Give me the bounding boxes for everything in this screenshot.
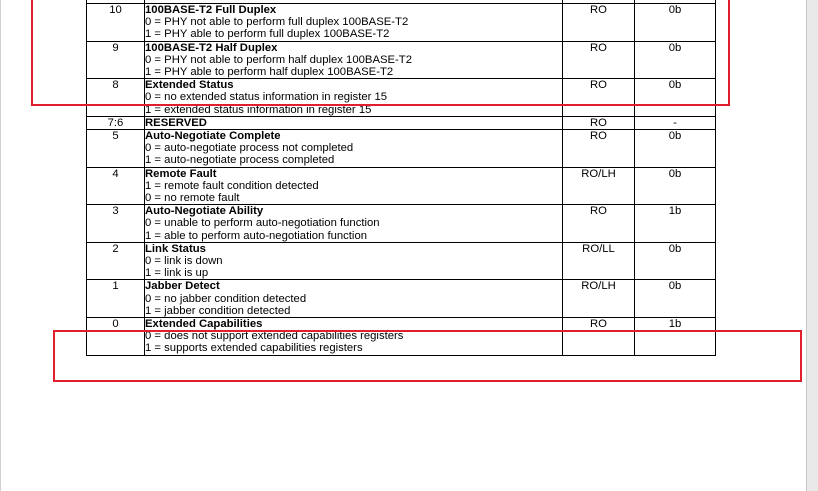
field-name: Jabber Detect xyxy=(145,280,220,293)
description-line: 0 = auto-negotiate process not completed xyxy=(145,142,354,155)
description-line: 1 = auto-negotiate process completed xyxy=(145,154,335,167)
default-cell: - xyxy=(635,116,716,129)
default-cell: 0b xyxy=(635,41,716,79)
description-cell xyxy=(145,116,563,129)
bit-cell: 1 xyxy=(87,280,145,318)
description-line: 1 = supports extended capabilities registers xyxy=(145,342,363,355)
description-line: 1 = link is up xyxy=(145,267,209,280)
description-cell xyxy=(145,167,563,205)
description-cell xyxy=(145,205,563,243)
table-row-bit-9 xyxy=(87,41,716,79)
description-line: 0 = does not support extended capabilities registers xyxy=(145,330,404,343)
description-line: 1 = extended status information in register 15 xyxy=(145,103,372,116)
access-cell: RO/LH xyxy=(563,280,635,318)
access-cell: RO/LH xyxy=(563,167,635,205)
field-name: Remote Fault xyxy=(145,167,217,180)
access-cell: RO xyxy=(563,79,635,117)
table-row-bit-1 xyxy=(87,280,716,318)
description-cell xyxy=(145,41,563,79)
default-cell: 0b xyxy=(635,4,716,42)
field-name: 100BASE-T2 Half Duplex xyxy=(145,41,278,54)
table-row-bit-0 xyxy=(87,318,716,356)
default-cell: 0b xyxy=(635,167,716,205)
access-cell: RO xyxy=(563,205,635,243)
description-cell xyxy=(145,130,563,168)
default-cell: 0b xyxy=(635,130,716,168)
field-name: 100BASE-T2 Full Duplex xyxy=(145,4,277,16)
field-name: Auto-Negotiate Ability xyxy=(145,205,264,218)
description-line: 0 = no remote fault xyxy=(145,192,240,205)
field-name: Auto-Negotiate Complete xyxy=(145,130,281,143)
table-row-bit-7-6 xyxy=(87,116,716,129)
default-cell: 0b xyxy=(635,242,716,280)
description-line: 0 = unable to perform auto-negotiation function xyxy=(145,217,380,230)
viewer-scroll-edge[interactable] xyxy=(806,0,818,491)
field-name: Extended Status xyxy=(145,79,234,92)
access-cell: RO xyxy=(563,41,635,79)
access-cell: RO xyxy=(563,130,635,168)
description-cell xyxy=(145,318,563,356)
bit-cell: 10 xyxy=(87,4,145,42)
default-cell: 0b xyxy=(635,79,716,117)
description-line: 1 = PHY able to perform full duplex 100BASE-T2 xyxy=(145,28,390,41)
table-row-bit-10 xyxy=(87,4,716,42)
access-cell: RO xyxy=(563,116,635,129)
table-row-bit-8 xyxy=(87,79,716,117)
table-row-bit-2 xyxy=(87,242,716,280)
bit-cell: 8 xyxy=(87,79,145,117)
default-cell: 0b xyxy=(635,280,716,318)
description-line: 1 = jabber condition detected xyxy=(145,304,291,317)
description-line: 0 = no extended status information in register 15 xyxy=(145,91,388,104)
default-cell: 1b xyxy=(635,205,716,243)
bit-cell: 5 xyxy=(87,130,145,168)
description-line: 1 = PHY able to perform half duplex 100BASE-T2 xyxy=(145,66,394,79)
field-name: Link Status xyxy=(145,242,206,255)
description-cell xyxy=(145,242,563,280)
default-cell: 1b xyxy=(635,318,716,356)
bit-cell: 7:6 xyxy=(87,116,145,129)
description-line: 0 = PHY not able to perform half duplex 100BASE-T2 xyxy=(145,53,412,66)
description-cell xyxy=(145,4,563,42)
bit-cell: 9 xyxy=(87,41,145,79)
bit-cell: 0 xyxy=(87,318,145,356)
description-cell xyxy=(145,79,563,117)
page-left-edge xyxy=(0,0,1,491)
bit-cell: 2 xyxy=(87,242,145,280)
access-cell: RO xyxy=(563,4,635,42)
description-line: 0 = no jabber condition detected xyxy=(145,292,307,305)
table-row-bit-3 xyxy=(87,205,716,243)
register-table xyxy=(86,0,716,356)
description-line: 0 = PHY not able to perform full duplex 100BASE-T2 xyxy=(145,16,409,29)
bit-cell: 3 xyxy=(87,205,145,243)
access-cell: RO xyxy=(563,318,635,356)
description-cell xyxy=(145,280,563,318)
access-cell: RO/LL xyxy=(563,242,635,280)
description-line: 1 = remote fault condition detected xyxy=(145,179,319,192)
bit-cell: 4 xyxy=(87,167,145,205)
field-name: Extended Capabilities xyxy=(145,318,263,331)
table-row-bit-4 xyxy=(87,167,716,205)
field-name: RESERVED xyxy=(145,116,207,129)
description-line: 1 = able to perform auto-negotiation function xyxy=(145,229,368,242)
description-line: 0 = link is down xyxy=(145,255,223,268)
table-row-bit-5 xyxy=(87,130,716,168)
